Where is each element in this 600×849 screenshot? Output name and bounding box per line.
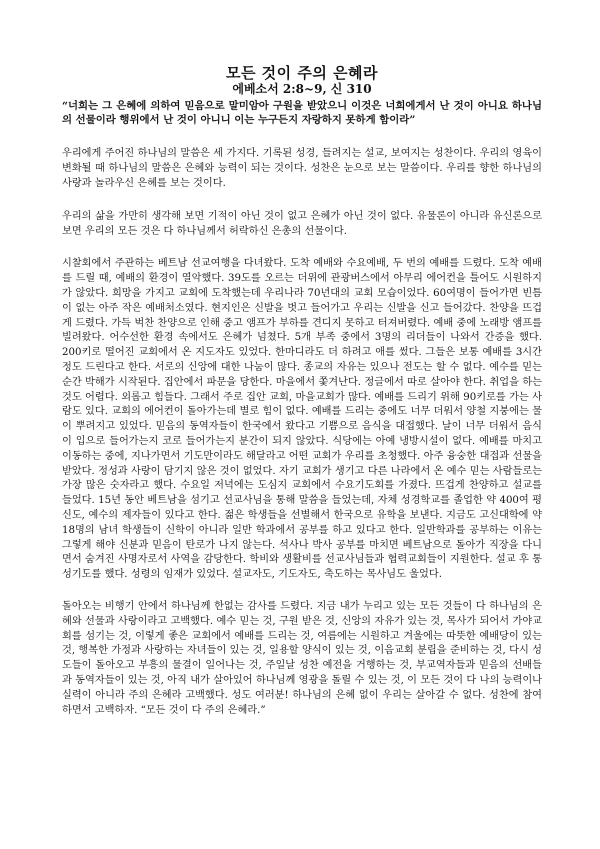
scripture-verse: “너희는 그 은혜에 의하여 믿음으로 말미암아 구원을 받았으니 이것은 너희에게서 난 것이 아니요 하나님의 선물이라 행위에서 난 것이 아니니 이는 누구든지 자랑하지 못하게 함이라”: [62, 100, 542, 127]
paragraph-2: 우리의 삶을 가만히 생각해 보면 기적이 아닌 것이 없고 은혜가 아닌 것이 없다. 유물론이 아니라 유신론으로 보면 우리의 모든 것은 다 하나님께서 허락하신 은총의 선물이다.: [62, 210, 542, 237]
document-page: [62, 64, 542, 718]
paragraph-3: 시찰회에서 주관하는 베트남 선교여행을 다녀왔다. 도착 예배와 수요예배, 두 번의 예배를 드렸다. 도착 예배를 드릴 때, 예배의 환경이 열악했다. 39도를 오르는 더위에 관광버스에서 아무리 에어컨을 틀어도 시원하지가 않았다. 희망을 가지고 교회에 도착했는데 우리나라 70년대의 교회 모습이었다. 60여명이 들어가면 빈틈이 없는 아주 작은 예배처소였다. 현지인은 신발을 벗고 들어가고 우리는 신발을 신고 들어갔다. 찬양을 뜨겁게 드렸다. 가득 벅찬 찬양으로 인해 중고 앰프가 부하를 견디지 못하고 터져버렸다. 예배 중에 노래방 앰프를 빌려왔다. 어수선한 환경 속에서도 은혜가 넘쳤다. 5개 부족 중에서 3명의 리더들이 나와서 간증을 했다. 200키로 떨어진 교회에서 온 지도자도 있었다. 한마디라도 더 하려고 애를 썼다. 그들은 보통 예배를 3시간 정도 드린다고 한다. 서로의 신앙에 대한 나눔이 많다. 종교의 자유는 있으나 전도는 할 수 없다. 예수를 믿는 순간 박해가 시작된다. 집안에서 파문을 당한다. 마을에서 쫓겨난다. 정글에서 따로 살아야 한다. 취업을 하는 것도 어렵다. 외롭고 힘들다. 그래서 주로 집안 교회, 마을교회가 많다. 예배를 드리기 위해 90키로를 가는 사람도 있다. 교회의 에어컨이 돌아가는데 별로 힘이 없다. 예배를 드리는 중에도 너무 더워서 양철 지붕에는 물이 뿌려지고 있었다. 믿음의 동역자들이 한국에서 왔다고 기쁨으로 음식을 대접했다. 날이 너무 더워서 음식이 입으로 들어가는지 코로 들어가는지 분간이 되지 않았다. 식당에는 아예 냉방시설이 없다. 예배를 마치고 이동하는 중에, 지나가면서 기도만이라도 해달라고 어떤 교회가 우리를 초청했다. 아주 융숭한 대접과 선물을 받았다. 정성과 사랑이 담기지 않은 것이 없었다. 자기 교회가 생기고 다른 나라에서 온 예수 믿는 사람들로는 가장 많은 숫자라고 했다. 수요일 저녁에는 도심지 교회에서 수요기도회를 가졌다. 뜨겁게 찬양하고 설교를 들었다. 15년 동안 베트남을 섬기고 선교사님을 통해 말씀을 들었는데, 자체 성경학교를 졸업한 약 400여 평신도, 예수의 제자들이 있다고 한다. 젊은 학생들을 선별해서 한국으로 유학을 보낸다. 지금도 고신대학에 약 18명의 남녀 학생들이 신학이 아니라 일반 학과에서 공부를 하고 있다고 한다. 일반학과를 공부하는 이유는 그렇게 해야 신분과 믿음이 탄로가 나지 않는다. 석사나 박사 공부를 마치면 베트남으로 돌아가 직장을 다니면서 숨겨진 사명자로서 사역을 감당한다. 학비와 생활비를 선교사님들과 협력교회들이 지원한다. 설교 후 통성기도를 했다. 성령의 임재가 있었다. 설교자도, 기도자도, 축도하는 목사님도 울었다.: [62, 258, 542, 581]
paragraph-4: 돌아오는 비행기 안에서 하나님께 한없는 감사를 드렸다. 지금 내가 누리고 있는 모든 것들이 다 하나님의 은혜와 선물과 사랑이라고 고백했다. 예수 믿는 것, 구원 받은 것, 신앙의 자유가 있는 것, 목사가 되어서 가야교회를 섬기는 것, 이렇게 좋은 교회에서 예배를 드리는 것, 여름에는 시원하고 겨울에는 따뜻한 예배당이 있는 것, 행복한 가정과 사랑하는 자녀들이 있는 것, 일용할 양식이 있는 것, 이음교회 분립을 준비하는 것, 다시 성도들이 돌아오고 부흥의 물결이 일어나는 것, 주일날 성찬 예전을 거행하는 것, 부교역자들과 믿음의 선배들과 동역자들이 있는 것, 아직 내가 살아있어 하나님께 영광을 돌릴 수 있는 것, 이 모든 것이 다 나의 능력이나 실력이 아니라 주의 은혜라 고백했다. 성도 여러분! 하나님의 은혜 없이 우리는 살아갈 수 없다. 성찬에 참여하면서 고백하자. “모든 것이 다 주의 은혜라.”: [62, 600, 542, 716]
document-title: 모든 것이 주의 은혜라: [225, 64, 379, 82]
scripture-reference: 에베소서 2:8~9, 신 310: [232, 82, 372, 96]
paragraph-1: 우리에게 주어진 하나님의 말씀은 세 가지다. 기록된 성경, 들려지는 설교, 보여지는 성찬이다. 우리의 영육이 변화될 때 하나님의 말씀은 은혜와 능력이 되는 것이다. 성찬은 눈으로 보는 말씀이다. 우리를 향한 하나님의 사랑과 놀라우신 은혜를 보는 것이다.: [62, 148, 542, 189]
